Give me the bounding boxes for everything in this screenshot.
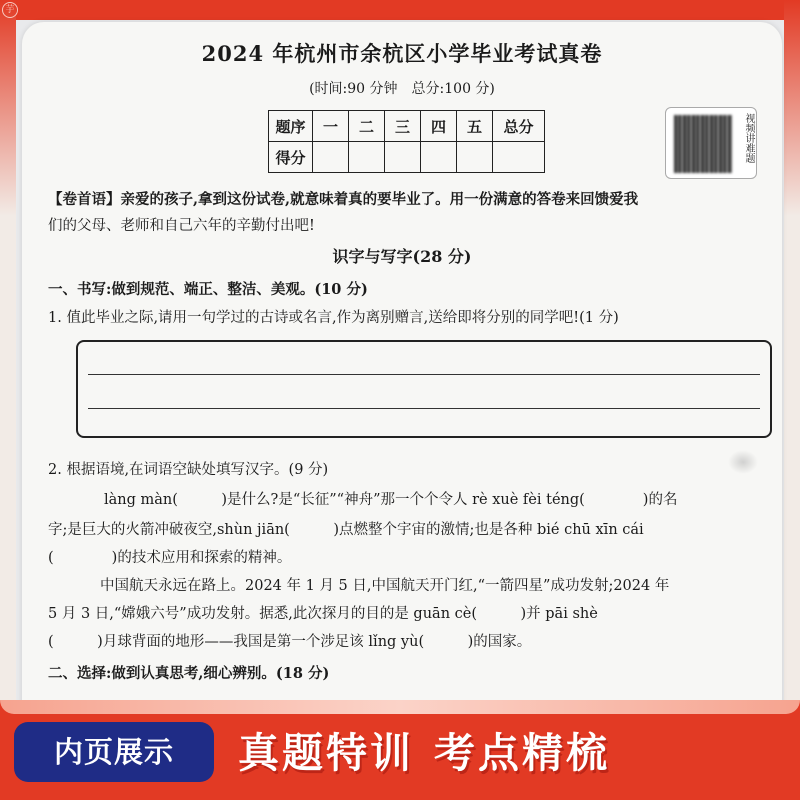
score-cell: 二	[349, 111, 385, 142]
corner-logo-icon: 芋	[2, 2, 18, 18]
exam-paper	[22, 22, 782, 722]
score-cell: 三	[385, 111, 421, 142]
ink-smudge	[728, 450, 758, 474]
banner-slogan	[238, 718, 790, 788]
score-blank-cell	[493, 142, 545, 173]
question-2-title: 2. 根据语境,在词语空缺处填写汉字。(9 分)	[48, 462, 329, 478]
preface-line-1: 【卷首语】亲爱的孩子,拿到这份试卷,就意味着真的要毕业了。用一份满意的答卷来回馈爱我	[48, 191, 639, 208]
question-1: 1. 值此毕业之际,请用一句学过的古诗或名言,作为离别赠言,送给即将分别的同学吧!(1 分)	[48, 310, 619, 326]
slogan-part-2: 考点精梳	[434, 729, 610, 777]
writing-line	[88, 374, 760, 375]
question-2-line-5: 5 月 3 日,“嫦娥六号”成功发射。据悉,此次探月的目的是 guān cè( )并 pāi shè	[48, 606, 598, 622]
part2-title: 二、选择:做到认真思考,细心辨别。(18 分)	[48, 665, 330, 682]
inner-page-tag: 内页展示	[14, 722, 214, 782]
question-2-line-6: ( )月球背面的地形——我国是第一个涉足该 lǐng yù( )的国家。	[48, 634, 532, 650]
score-blank-cell	[385, 142, 421, 173]
exam-title: 2024 年杭州市余杭区小学毕业考试真卷	[201, 41, 603, 66]
part1-title: 一、书写:做到规范、端正、整洁、美观。(10 分)	[48, 281, 368, 298]
qr-label: 视频讲难题	[743, 113, 754, 163]
score-cell: 五	[457, 111, 493, 142]
answer-writing-box[interactable]	[76, 340, 772, 438]
score-blank-cell	[349, 142, 385, 173]
slogan-part-1: 真题特训	[238, 729, 414, 777]
question-2-line-3: ( )的技术应用和探索的精神。	[48, 550, 292, 566]
question-2-line-4: 中国航天永远在路上。2024 年 1 月 5 日,中国航天开门红,“一箭四星”成功发射;2024 年	[100, 578, 670, 594]
score-cell: 题序	[269, 111, 313, 142]
score-blank-cell	[421, 142, 457, 173]
red-frame-left	[0, 0, 16, 720]
score-row-label: 得分	[269, 142, 313, 173]
preface-line-2: 们的父母、老师和自己六年的辛勤付出吧!	[48, 218, 315, 234]
section-title: 识字与写字(28 分)	[332, 247, 472, 266]
red-frame-right	[784, 0, 800, 720]
score-table	[268, 110, 545, 173]
exam-subtitle: (时间:90 分钟 总分:100 分)	[309, 81, 495, 97]
red-frame-top	[0, 0, 800, 20]
qr-code-panel[interactable]	[665, 107, 757, 179]
score-cell: 一	[313, 111, 349, 142]
score-table-score-row	[269, 142, 545, 173]
score-blank-cell	[313, 142, 349, 173]
writing-line	[88, 408, 760, 409]
question-2-line-2: 字;是巨大的火箭冲破夜空,shùn jiān( )点燃整个宇宙的激情;也是各种 bié chū xīn cái	[48, 522, 644, 538]
score-cell: 四	[421, 111, 457, 142]
score-blank-cell	[457, 142, 493, 173]
banner-stripe	[0, 700, 800, 714]
score-cell: 总分	[493, 111, 545, 142]
question-2-line-1: làng màn( )是什么?是“长征”“神舟”那一个个令人 rè xuè fèi téng( )的名	[104, 492, 678, 508]
score-table-header-row	[269, 111, 545, 142]
qr-code-icon	[674, 115, 732, 173]
